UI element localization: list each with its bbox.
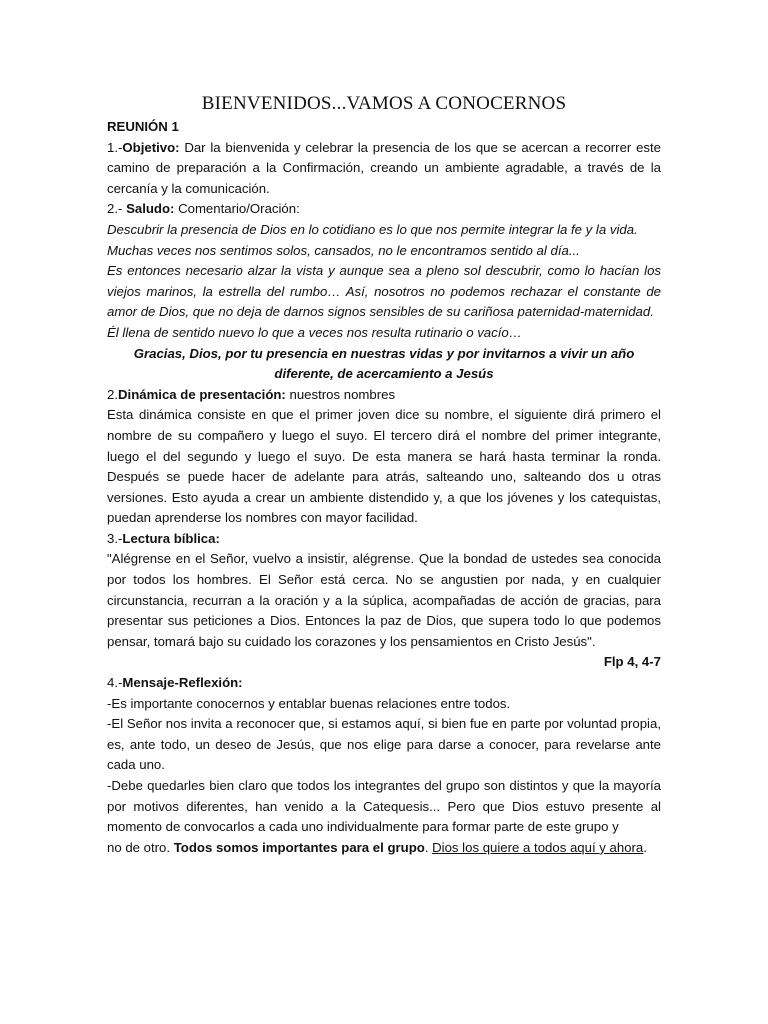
- mensaje-paragraph-3: -Debe quedarles bien claro que todos los integrantes del grupo son distintos y que la mayoría por motivos diferentes, han venido a la Catequesis... Pero que Dios estuvo presente al momento de convocarlos a cada uno individualmente para formar parte de este grupo y: [107, 778, 661, 835]
- saludo-paragraph-3: Es entonces necesario alzar la vista y aunque sea a pleno sol descubrir, como lo hacían los viejos marinos, la estrella del rumbo… Así, nosotros no podemos rechazar el constante de amor de Dios, que no deja de darnos signos sensibles de su cariñosa paternidad-maternidad.: [107, 263, 661, 320]
- objetivo-text: Dar la bienvenida y celebrar la presencia de los que se acercan a recorrer este camino de preparación a la Confirmación, creando un ambiente agradable, a través de la cercanía y la comunicación.: [107, 139, 661, 196]
- meeting-heading: REUNIÓN 1: [107, 119, 179, 134]
- lectura-citation: Flp 4, 4-7: [603, 654, 661, 670]
- objetivo-label: Objetivo:: [122, 139, 180, 155]
- mensaje-paragraph-2: -El Señor nos invita a reconocer que, si estamos aquí, si bien fue en parte por voluntad propia, es, ante todo, un deseo de Jesús, que nos elige para darse a conocer, para revelarse ante cada uno.: [107, 716, 661, 773]
- prayer-line-1: Gracias, Dios, por tu presencia en nuestras vidas y por invitarnos a vivir un año: [133, 345, 635, 361]
- mensaje-emphasis: Todos somos importantes para el grupo: [173, 839, 425, 855]
- saludo-paragraph-1: Descubrir la presencia de Dios en lo cotidiano es lo que nos permite integrar la fe y la vida.: [107, 221, 638, 237]
- document-title: BIENVENIDOS...VAMOS A CONOCERNOS: [201, 93, 567, 114]
- section-saludo: 2.- Saludo: Comentario/Oración:: [107, 201, 300, 217]
- dinamica-label: Dinámica de presentación:: [118, 386, 286, 402]
- document-page: [107, 92, 661, 858]
- saludo-label: Saludo:: [126, 201, 175, 217]
- saludo-paragraph-2: Muchas veces nos sentimos solos, cansados, no le encontramos sentido al día...: [107, 242, 580, 258]
- lectura-label: Lectura bíblica:: [122, 530, 220, 546]
- section-dinamica: 2.Dinámica de presentación: nuestros nombres: [107, 386, 396, 402]
- section-lectura: 3.-Lectura bíblica:: [107, 530, 220, 546]
- mensaje-underlined: Dios los quiere a todos aquí y ahora: [432, 839, 644, 855]
- section-objetivo: 1.-Objetivo: Dar la bienvenida y celebrar la presencia de los que se acercan a recorrer este camino de preparación a la Confirmación, creando un ambiente agradable, a través de la cercanía y la comunicación.: [107, 139, 661, 196]
- mensaje-label: Mensaje-Reflexión:: [122, 675, 243, 691]
- prayer-line-2: diferente, de acercamiento a Jesús: [274, 366, 494, 382]
- mensaje-paragraph-1: -Es importante conocernos y entablar buenas relaciones entre todos.: [107, 695, 511, 711]
- mensaje-paragraph-4: no de otro. Todos somos importantes para el grupo. Dios los quiere a todos aquí y ahora.: [107, 839, 647, 855]
- saludo-paragraph-4: Él llena de sentido nuevo lo que a veces nos resulta rutinario o vacío…: [107, 324, 522, 340]
- section-mensaje: 4.-Mensaje-Reflexión:: [107, 675, 243, 691]
- dinamica-body: Esta dinámica consiste en que el primer joven dice su nombre, el siguiente dirá primero el nombre de su compañero y luego el suyo. El tercero dirá el nombre del primer integrante, luego el del segundo y luego el suyo. De esta manera se hará hasta terminar la ronda. Después se puede hacer de adelante para atrás, salteando uno, salteando dos u otras versiones. Esto ayuda a crear un ambiente distendido y, a que los jóvenes y los catequistas, puedan aprenderse los nombres con mayor facilidad.: [107, 407, 661, 526]
- lectura-body: "Alégrense en el Señor, vuelvo a insistir, alégrense. Que la bondad de ustedes sea conocida por todos los hombres. El Señor está cerca. No se angustien por nada, y en cualquier circunstancia, recurran a la oración y a la súplica, acompañadas de acción de gracias, para presentar sus peticiones a Dios. Entonces la paz de Dios, que supera todo lo que podemos pensar, tomará bajo su cuidado los corazones y los pensamientos en Cristo Jesús".: [107, 551, 661, 649]
